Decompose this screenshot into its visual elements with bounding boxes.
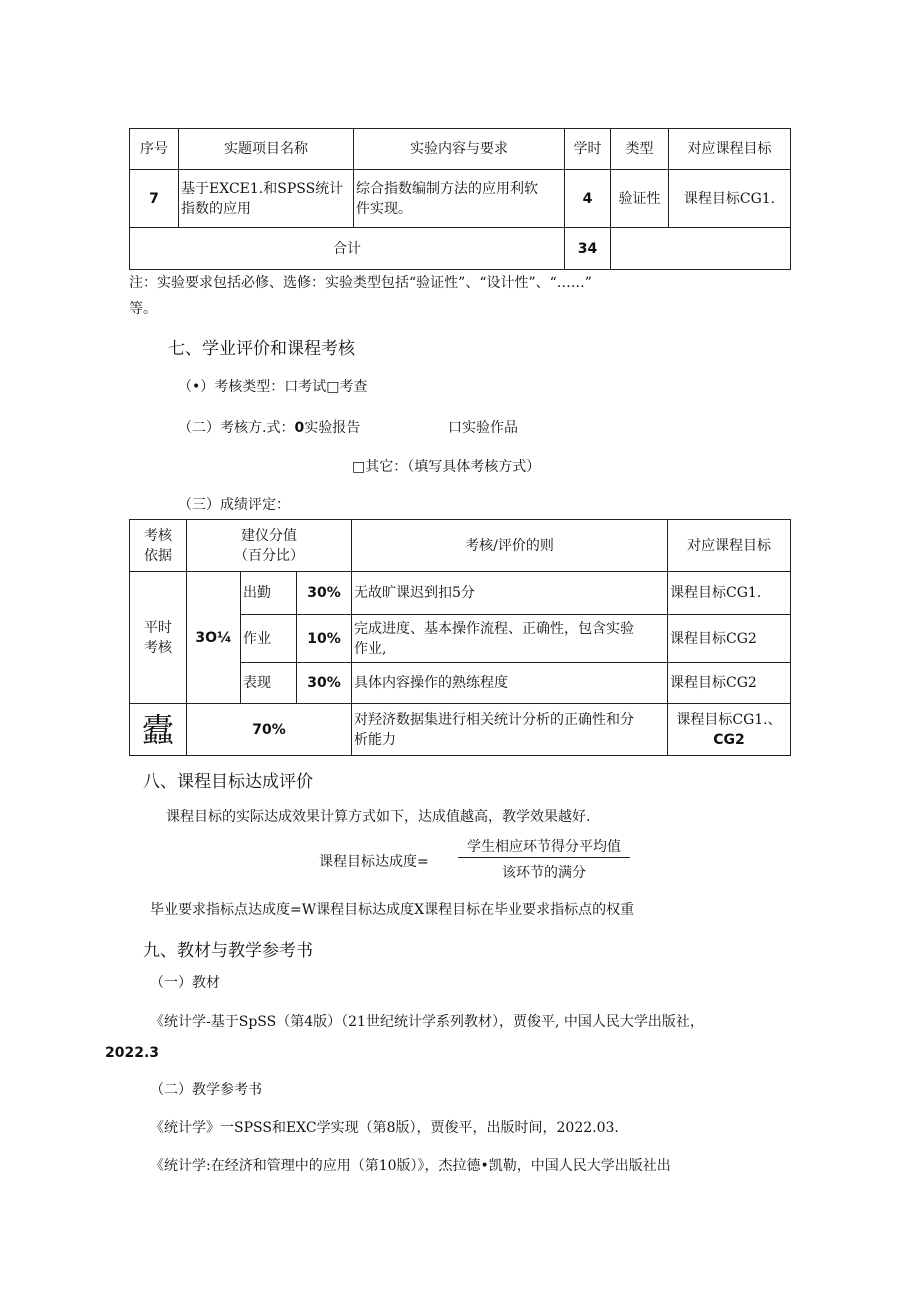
section8-title: 八、课程目标达成评价 <box>143 772 313 792</box>
note-line1: 注：实验要求包括必修、选修：实验类型包括“验证性”、“设计性”、“……” <box>129 275 592 291</box>
attendance-goal: 课程目标CG1. <box>668 572 791 615</box>
final-exam-label: 蠹 <box>130 704 187 756</box>
fraction-line <box>458 857 630 858</box>
header-weight <box>187 520 352 572</box>
row-name <box>179 170 354 228</box>
assessment-method-mark: 0 <box>294 420 305 436</box>
header-type: 类型 <box>611 129 669 170</box>
usual-assessment <box>130 572 187 704</box>
attendance-item: 出勤 <box>241 572 297 615</box>
header-weight-line2: （百分比） <box>234 547 304 564</box>
row-content-line1: 综合指数编制方法的应用利软 <box>356 180 538 197</box>
grading-table <box>129 519 791 756</box>
header-hours: 学时 <box>565 129 611 170</box>
final-rule-line1: 对羟济数据集进行相关统计分析的正确性和分 <box>354 711 634 728</box>
reference-subtitle: （二）教学参考书 <box>150 1082 262 1098</box>
header-content: 实验内容与要求 <box>354 129 565 170</box>
header-rule: 考核/评价的则 <box>352 520 668 572</box>
performance-pct: 30% <box>297 663 352 704</box>
textbook-subtitle: （一）教材 <box>150 975 220 991</box>
reference-1: 《统计学》一SPSS和EXC学实现（第8版），贾俊平，出版时间，2022.03. <box>150 1120 619 1136</box>
usual-total: 3O¼ <box>187 572 241 704</box>
performance-item: 表现 <box>241 663 297 704</box>
textbook-line1: 《统计学-基于SpSS（第4版）（21世纪统计学系列教材），贾俊平, 中国人民大学出版社， <box>150 1014 704 1030</box>
row-name-line2: 指数的应用 <box>181 200 251 217</box>
assessment-method-report: 实验报告 <box>304 420 361 436</box>
header-index: 序号 <box>130 129 179 170</box>
note-line2: 等。 <box>129 301 157 317</box>
header-name: 实题项目名称 <box>179 129 354 170</box>
formula-left: 课程目标达成度= <box>319 854 429 870</box>
evaluation-paragraph: 课程目标的实际达成效果计算方式如下，达成值越高，教学效果越好. <box>166 809 591 825</box>
reference-2: 《统计学:在经济和管理中的应用（第10版）》，杰拉德•凯勒，中国人民大学出版社出 <box>150 1158 671 1174</box>
total-empty <box>611 228 791 270</box>
assessment-method-label: （二）考核方.式： <box>178 420 295 436</box>
homework-rule-line1: 完成进度、基本操作流程、正确性，包含实验 <box>354 620 634 637</box>
final-pct: 70% <box>187 704 352 756</box>
final-rule <box>352 704 668 756</box>
header-basis-line1: 考核 <box>144 527 172 544</box>
formula-denominator: 该环节的满分 <box>502 865 586 881</box>
homework-rule <box>352 615 668 663</box>
row-index: 7 <box>130 170 179 228</box>
experiment-table <box>129 128 791 270</box>
final-rule-line2: 析能力 <box>354 731 396 748</box>
assessment-other: □其它：（填写具体考核方式） <box>352 459 541 475</box>
usual-line2: 考核 <box>144 639 172 656</box>
header-basis <box>130 520 187 572</box>
attendance-pct: 30% <box>297 572 352 615</box>
final-goal-line2: CG2 <box>713 731 745 748</box>
homework-rule-line2: 作业, <box>354 640 387 657</box>
homework-pct: 10% <box>297 615 352 663</box>
usual-line1: 平时 <box>144 619 172 636</box>
row-hours: 4 <box>565 170 611 228</box>
header-weight-line1: 建仪分值 <box>241 527 297 544</box>
section9-title: 九、教材与教学参考书 <box>143 941 313 961</box>
row-goal: 课程目标CG1. <box>669 170 791 228</box>
formula-numerator: 学生相应环节得分平均值 <box>467 839 621 855</box>
assessment-type: （•）考核类型：口考试□考查 <box>178 379 368 395</box>
graduation-formula: 毕业要求指标点达成度=W课程目标达成度X课程目标在毕业要求指标点的权重 <box>150 902 635 918</box>
header-goal: 对应课程目标 <box>669 129 791 170</box>
section7-title: 七、学业评价和课程考核 <box>168 339 355 359</box>
assessment-method <box>178 417 360 437</box>
homework-item: 作业 <box>241 615 297 663</box>
grading-title: （三）成绩评定： <box>178 497 290 513</box>
assessment-method-work: 口实验作品 <box>448 420 518 436</box>
total-label: 合计 <box>130 228 565 270</box>
total-hours: 34 <box>565 228 611 270</box>
header-course-goal: 对应课程目标 <box>668 520 791 572</box>
attendance-rule: 无故旷课迟到扣5分 <box>352 572 668 615</box>
row-content-line2: 件实现。 <box>356 200 412 217</box>
textbook-line2: 2022.3 <box>105 1045 160 1061</box>
row-name-line1: 基于EXCE1.和SPSS统计 <box>181 180 344 197</box>
performance-rule: 具体内容操作的熟练程度 <box>352 663 668 704</box>
final-goal <box>668 704 791 756</box>
performance-goal: 课程目标CG2 <box>668 663 791 704</box>
row-content <box>354 170 565 228</box>
homework-goal: 课程目标CG2 <box>668 615 791 663</box>
header-basis-line2: 依据 <box>144 547 172 564</box>
final-goal-line1: 课程目标CG1.、 <box>676 711 782 728</box>
row-type: 验证性 <box>611 170 669 228</box>
